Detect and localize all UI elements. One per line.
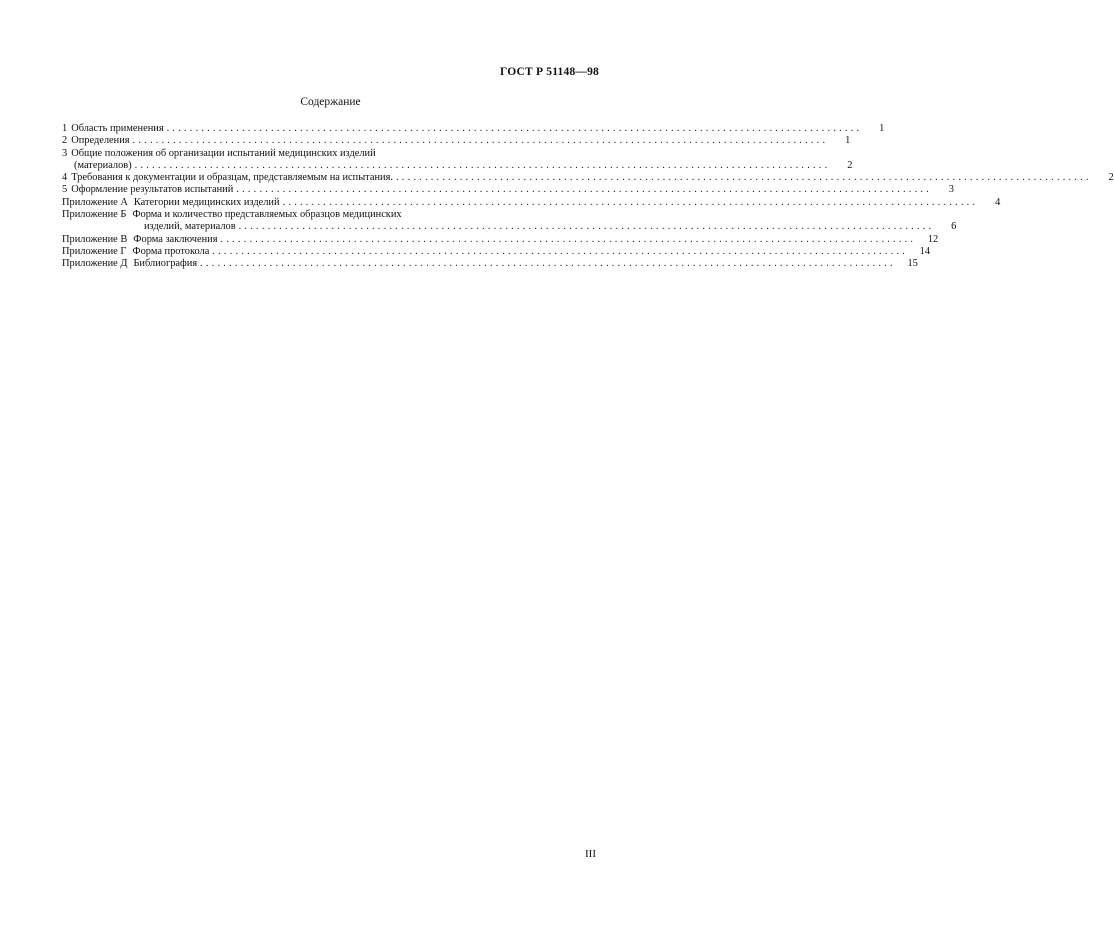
toc-entry-appendix-d[interactable] (62, 258, 918, 270)
toc-entry-page: 3 (948, 184, 954, 196)
toc-leader-dots: ........................................................................................................................ (236, 184, 932, 196)
toc-entry-appendix-g[interactable] (62, 245, 931, 258)
toc-entry-label: изделий, материалов (144, 221, 236, 233)
toc-entry-label: Форма и количество представляемых образцов медицинских (132, 209, 402, 221)
toc-entry-number: 3 (62, 147, 68, 159)
toc-entry-label: Библиография (133, 258, 198, 270)
standard-code: ГОСТ Р 51148—98 (500, 66, 599, 78)
toc-entry-appendix-v[interactable] (62, 233, 939, 246)
toc-entry-3-cont[interactable] (62, 159, 853, 172)
toc-entry-page: 15 (907, 258, 918, 270)
toc-entry-appendix-b[interactable] (62, 209, 598, 221)
toc-entry-3[interactable] (62, 148, 598, 160)
toc-entry-number: 2 (62, 135, 68, 147)
toc-entry-number: 4 (62, 172, 68, 184)
toc-entry-label: Категории медицинских изделий (133, 196, 280, 208)
toc-leader-dots: ........................................................................................................................ (395, 172, 1092, 184)
toc-entry-label: (материалов) (74, 159, 132, 171)
toc-entry-label: Область применения (71, 123, 164, 134)
toc-entry-label: Требования к документации и образцам, представляемым на испытания. (71, 172, 393, 184)
toc-entry-page: 4 (995, 196, 1001, 208)
toc-title: Содержание (300, 96, 361, 108)
table-of-contents (62, 123, 1114, 271)
toc-leader-dots: ........................................................................................................................ (212, 245, 909, 257)
toc-entry-page: 2 (1108, 172, 1114, 184)
toc-leader-dots: ........................................................................................................................ (132, 135, 829, 147)
toc-entry-number: Приложение Б (62, 209, 127, 221)
toc-leader-dots: ........................................................................................................................ (200, 258, 896, 270)
toc-entry-label: Оформление результатов испытаний (71, 184, 234, 196)
toc-leader-dots: ........................................................................................................................ (220, 233, 917, 245)
toc-entry-label: Общие положения об организации испытаний медицинских изделий (71, 147, 376, 159)
toc-entry-page: 12 (927, 233, 939, 245)
toc-entry-number: Приложение В (62, 233, 128, 245)
toc-entry-number: Приложение Г (62, 245, 127, 257)
toc-entry-number: Приложение Д (62, 258, 128, 270)
toc-entry-number: Приложение А (62, 196, 128, 208)
toc-entry-appendix-b-cont[interactable] (62, 221, 957, 233)
toc-entry-4[interactable] (62, 172, 1114, 184)
toc-entry-page: 1 (879, 123, 885, 134)
toc-entry-number: 5 (62, 184, 68, 196)
toc-entry-page: 6 (951, 221, 957, 233)
toc-leader-dots: ........................................................................................................................ (238, 221, 935, 233)
toc-entry-appendix-a[interactable] (62, 196, 1001, 209)
toc-entry-2[interactable] (62, 135, 851, 147)
toc-leader-dots: ........................................................................................................................ (166, 123, 863, 134)
toc-entry-label: Форма заключения (133, 233, 218, 245)
toc-entry-5[interactable] (62, 184, 954, 196)
toc-entry-page: 14 (919, 245, 931, 257)
toc-entry-page: 2 (847, 159, 853, 171)
toc-entry-page: 1 (845, 135, 851, 147)
toc-leader-dots: ........................................................................................................................ (134, 159, 831, 171)
toc-leader-dots: ........................................................................................................................ (282, 196, 979, 208)
toc-entry-number: 1 (62, 123, 68, 134)
toc-entry-1[interactable] (62, 123, 885, 135)
toc-entry-label: Форма протокола (132, 245, 210, 257)
page-number: III (585, 848, 596, 860)
toc-entry-label: Определения (71, 135, 130, 147)
